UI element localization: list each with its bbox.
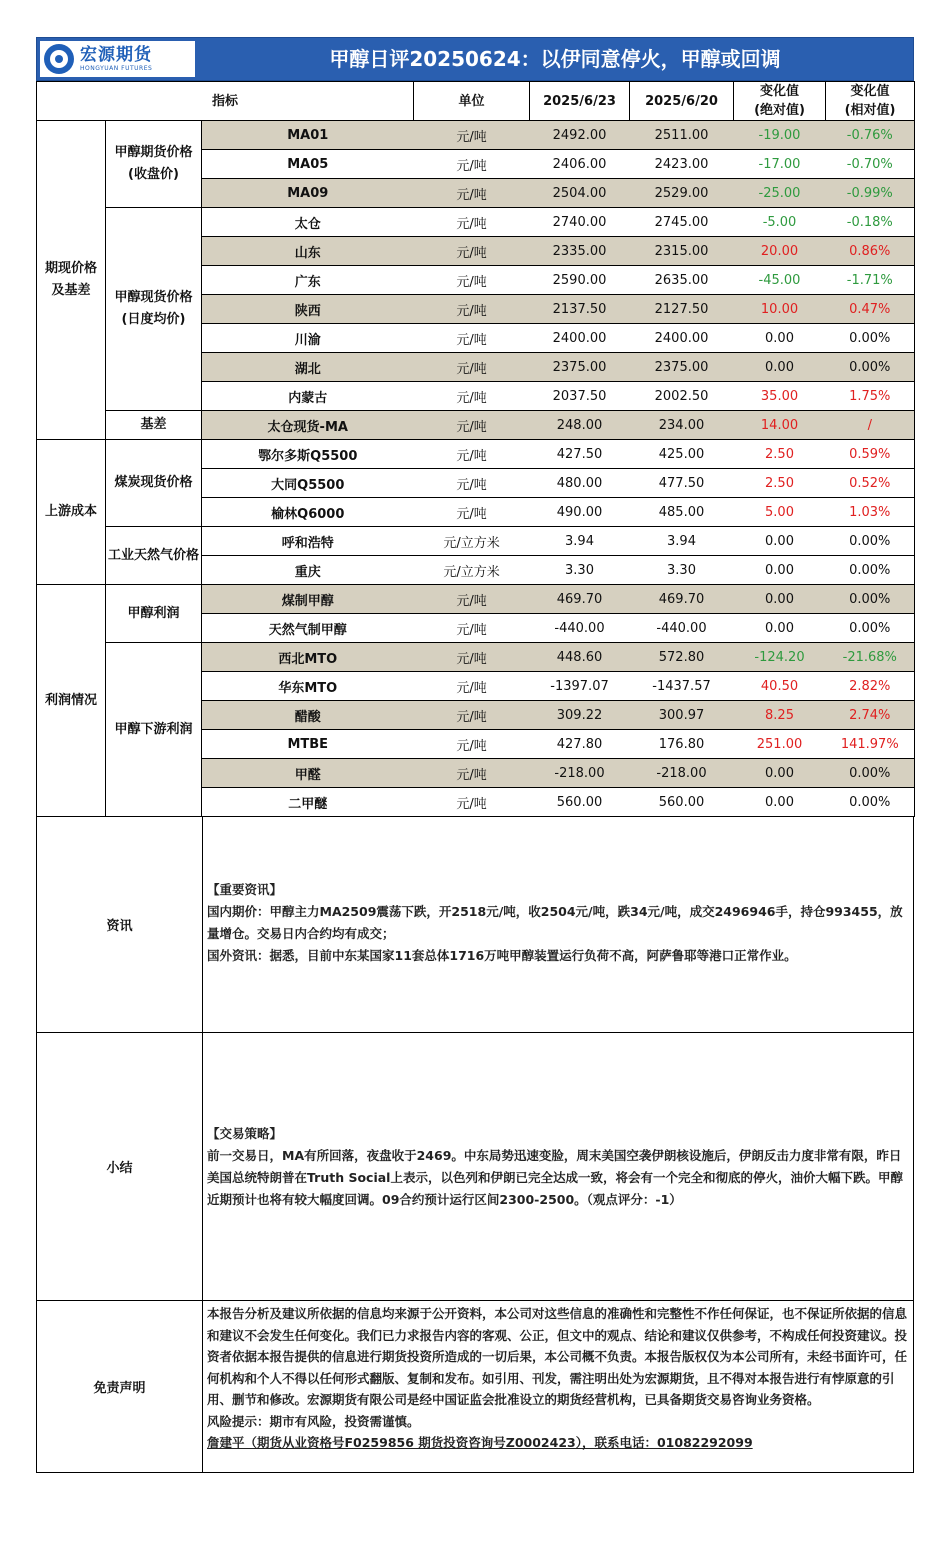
row-value-date1: 3.94 [530,527,630,556]
row-abs-change: -124.20 [734,643,826,672]
row-value-date2: 300.97 [630,701,734,730]
row-name: 太仓现货-MA [202,411,414,440]
row-value-date1: -218.00 [530,759,630,788]
row-rel-change: 0.86% [826,237,915,266]
row-unit: 元/吨 [414,585,530,614]
subcategory-basis: 基差 [106,411,202,440]
col-rel-change: 变化值 (相对值) [826,82,915,121]
news-label: 资讯 [37,817,203,1032]
row-abs-change: 0.00 [734,353,826,382]
category-spot-basis: 期现价格 及基差 [37,121,106,440]
row-name: 湖北 [202,353,414,382]
row-rel-change: 0.00% [826,527,915,556]
row-value-date2: 2745.00 [630,208,734,237]
subcategory-gas: 工业天然气价格 [106,527,202,585]
row-unit: 元/吨 [414,701,530,730]
row-value-date1: 2137.50 [530,295,630,324]
row-name: 山东 [202,237,414,266]
subcategory-futures: 甲醇期货价格 (收盘价) [106,121,202,208]
logo-name-cn: 宏源期货 [80,44,152,65]
row-name: 陕西 [202,295,414,324]
subcategory-methanol-profit: 甲醇利润 [106,585,202,643]
table-header-row [37,82,915,121]
row-rel-change: 0.59% [826,440,915,469]
row-rel-change: -0.99% [826,179,915,208]
row-name: 醋酸 [202,701,414,730]
row-rel-change: -1.71% [826,266,915,295]
row-name: 内蒙古 [202,382,414,411]
row-name: 华东MTO [202,672,414,701]
row-value-date2: 485.00 [630,498,734,527]
row-rel-change: / [826,411,915,440]
row-rel-change: 0.00% [826,614,915,643]
row-abs-change: 0.00 [734,614,826,643]
row-rel-change: 0.47% [826,295,915,324]
row-rel-change: 0.00% [826,759,915,788]
col-abs-change: 变化值 (绝对值) [734,82,826,121]
row-unit: 元/吨 [414,266,530,295]
row-value-date2: 176.80 [630,730,734,759]
report-sheet [36,37,914,1473]
row-value-date1: 2400.00 [530,324,630,353]
row-value-date2: 2423.00 [630,150,734,179]
summary-heading: 【交易策略】 [207,1126,283,1141]
row-name: 广东 [202,266,414,295]
row-value-date1: 480.00 [530,469,630,498]
row-value-date2: -218.00 [630,759,734,788]
row-value-date1: 448.60 [530,643,630,672]
row-unit: 元/吨 [414,382,530,411]
row-rel-change: -21.68% [826,643,915,672]
row-abs-change: -45.00 [734,266,826,295]
table-row [37,527,915,556]
news-domestic: 国内期价：甲醇主力MA2509震荡下跌，开2518元/吨，收2504元/吨，跌34元/吨，成交2496946手，持仓993455，放量增仓。交易日内合约均有成交； [207,904,903,941]
logo-name-en: HONGYUAN FUTURES [80,64,153,72]
row-unit: 元/吨 [414,788,530,817]
row-value-date2: 469.70 [630,585,734,614]
row-abs-change: 0.00 [734,324,826,353]
table-row [37,411,915,440]
row-value-date2: 3.94 [630,527,734,556]
row-value-date2: 560.00 [630,788,734,817]
row-abs-change: 10.00 [734,295,826,324]
row-abs-change: 0.00 [734,759,826,788]
row-abs-change: -5.00 [734,208,826,237]
row-name: 大同Q5500 [202,469,414,498]
row-abs-change: 35.00 [734,382,826,411]
row-value-date1: -1397.07 [530,672,630,701]
row-unit: 元/吨 [414,730,530,759]
row-value-date2: 572.80 [630,643,734,672]
row-name: MA05 [202,150,414,179]
row-value-date1: 2406.00 [530,150,630,179]
row-rel-change: 0.00% [826,556,915,585]
row-name: 川渝 [202,324,414,353]
analyst-info: 詹建平（期货从业资格号F0259856 期货投资咨询号Z0002423），联系电话：01082292099 [207,1435,753,1450]
row-value-date1: 3.30 [530,556,630,585]
row-rel-change: 1.03% [826,498,915,527]
row-unit: 元/吨 [414,208,530,237]
row-value-date1: 2492.00 [530,121,630,150]
row-abs-change: 0.00 [734,556,826,585]
row-value-date1: 248.00 [530,411,630,440]
row-name: 太仓 [202,208,414,237]
table-row [37,208,915,237]
row-unit: 元/立方米 [414,556,530,585]
table-row [37,643,915,672]
risk-warning: 风险提示：期市有风险，投资需谨慎。 [207,1413,420,1429]
row-unit: 元/吨 [414,179,530,208]
row-unit: 元/吨 [414,440,530,469]
subcategory-spot: 甲醇现货价格 (日度均价) [106,208,202,411]
table-row [37,440,915,469]
row-rel-change: 0.00% [826,353,915,382]
row-name: MTBE [202,730,414,759]
row-value-date2: 234.00 [630,411,734,440]
row-unit: 元/吨 [414,150,530,179]
row-rel-change: 1.75% [826,382,915,411]
row-abs-change: 14.00 [734,411,826,440]
subcategory-coal: 煤炭现货价格 [106,440,202,527]
row-value-date2: -440.00 [630,614,734,643]
row-unit: 元/吨 [414,295,530,324]
row-value-date1: 427.50 [530,440,630,469]
logo-circle-icon [44,44,74,74]
col-unit: 单位 [414,82,530,121]
row-value-date1: 2740.00 [530,208,630,237]
company-logo [40,41,195,77]
row-abs-change: -25.00 [734,179,826,208]
table-row [37,121,915,150]
row-value-date1: 427.80 [530,730,630,759]
row-name: 甲醛 [202,759,414,788]
row-abs-change: 5.00 [734,498,826,527]
row-name: MA09 [202,179,414,208]
row-unit: 元/吨 [414,672,530,701]
row-value-date2: 2635.00 [630,266,734,295]
news-section [36,817,914,1033]
disclaimer-label: 免责声明 [37,1301,203,1472]
row-unit: 元/吨 [414,643,530,672]
col-date1: 2025/6/23 [530,82,630,121]
row-rel-change: -0.76% [826,121,915,150]
row-rel-change: 0.00% [826,324,915,353]
subcategory-downstream-profit: 甲醇下游利润 [106,643,202,817]
row-value-date1: 560.00 [530,788,630,817]
row-abs-change: 40.50 [734,672,826,701]
row-rel-change: 0.00% [826,788,915,817]
row-value-date1: 2375.00 [530,353,630,382]
category-profit: 利润情况 [37,585,106,817]
row-name: MA01 [202,121,414,150]
row-abs-change: 0.00 [734,527,826,556]
row-value-date2: 2127.50 [630,295,734,324]
row-value-date2: -1437.57 [630,672,734,701]
row-value-date2: 2002.50 [630,382,734,411]
col-date2: 2025/6/20 [630,82,734,121]
row-rel-change: 141.97% [826,730,915,759]
row-abs-change: 251.00 [734,730,826,759]
category-upstream: 上游成本 [37,440,106,585]
row-value-date1: 2335.00 [530,237,630,266]
row-abs-change: -17.00 [734,150,826,179]
row-unit: 元/吨 [414,411,530,440]
row-value-date2: 3.30 [630,556,734,585]
row-rel-change: 0.52% [826,469,915,498]
row-unit: 元/吨 [414,121,530,150]
report-title: 甲醇日评20250624：以伊同意停火，甲醇或回调 [329,47,781,71]
row-abs-change: 0.00 [734,585,826,614]
row-value-date2: 477.50 [630,469,734,498]
row-unit: 元/吨 [414,759,530,788]
row-rel-change: 2.74% [826,701,915,730]
row-abs-change: 2.50 [734,469,826,498]
row-rel-change: -0.18% [826,208,915,237]
row-name: 鄂尔多斯Q5500 [202,440,414,469]
row-value-date2: 2375.00 [630,353,734,382]
row-name: 天然气制甲醇 [202,614,414,643]
indicator-table [36,81,915,817]
news-heading: 【重要资讯】 [207,882,283,897]
row-name: 榆林Q6000 [202,498,414,527]
row-value-date1: -440.00 [530,614,630,643]
summary-label: 小结 [37,1033,203,1300]
row-unit: 元/吨 [414,237,530,266]
row-unit: 元/吨 [414,469,530,498]
row-rel-change: 2.82% [826,672,915,701]
disclaimer-text: 本报告分析及建议所依据的信息均来源于公开资料，本公司对这些信息的准确性和完整性不作任何保证，也不保证所依据的信息和建议不会发生任何变化。我们已力求报告内容的客观、公正，但文中的观点、结论和建议仅供参考，不构成任何投资建议。投资者依据本报告提供的信息进行期货投资所造成的一切后果，本公司概不负责。本报告版权仅为本公司所有，未经书面许可，任何机构和个人不得以任何形式翻版、复制和发布。如引用、刊发，需注明出处为宏源期货，且不得对本报告进行有悖原意的引用、删节和修改。宏源期货有限公司是经中国证监会批准设立的期货经营机构，已具备期货交易咨询业务资格。 [207,1306,908,1407]
row-value-date1: 2590.00 [530,266,630,295]
row-value-date2: 2400.00 [630,324,734,353]
row-abs-change: 2.50 [734,440,826,469]
row-value-date2: 2315.00 [630,237,734,266]
news-foreign: 国外资讯：据悉，目前中东某国家11套总体1716万吨甲醇装置运行负荷不高，阿萨鲁耶等港口正常作业。 [207,948,797,963]
row-name: 二甲醚 [202,788,414,817]
row-unit: 元/立方米 [414,527,530,556]
summary-text: 前一交易日，MA有所回落，夜盘收于2469。中东局势迅速变脸，周末美国空袭伊朗核设施后，伊朗反击力度非常有限，昨日美国总统特朗普在Truth Social上表示，以色列和伊朗已完全达成一致，将会有一个完全和彻底的停火，油价大幅下跌。甲醇近期预计也将有较大幅度回调。09合约预计运行区间2300-2500。（观点评分：-1） [207,1148,903,1207]
row-value-date1: 2037.50 [530,382,630,411]
row-value-date2: 425.00 [630,440,734,469]
row-value-date2: 2529.00 [630,179,734,208]
row-unit: 元/吨 [414,614,530,643]
row-value-date1: 469.70 [530,585,630,614]
summary-section [36,1033,914,1301]
row-value-date1: 490.00 [530,498,630,527]
row-name: 西北MTO [202,643,414,672]
table-row [37,585,915,614]
row-abs-change: 0.00 [734,788,826,817]
report-header [36,37,914,81]
row-name: 煤制甲醇 [202,585,414,614]
row-rel-change: -0.70% [826,150,915,179]
row-value-date1: 2504.00 [530,179,630,208]
row-unit: 元/吨 [414,353,530,382]
col-indicator: 指标 [37,82,414,121]
row-name: 重庆 [202,556,414,585]
row-value-date2: 2511.00 [630,121,734,150]
row-abs-change: 8.25 [734,701,826,730]
row-value-date1: 309.22 [530,701,630,730]
row-unit: 元/吨 [414,498,530,527]
disclaimer-section [36,1301,914,1473]
row-rel-change: 0.00% [826,585,915,614]
row-abs-change: -19.00 [734,121,826,150]
row-abs-change: 20.00 [734,237,826,266]
row-name: 呼和浩特 [202,527,414,556]
row-unit: 元/吨 [414,324,530,353]
